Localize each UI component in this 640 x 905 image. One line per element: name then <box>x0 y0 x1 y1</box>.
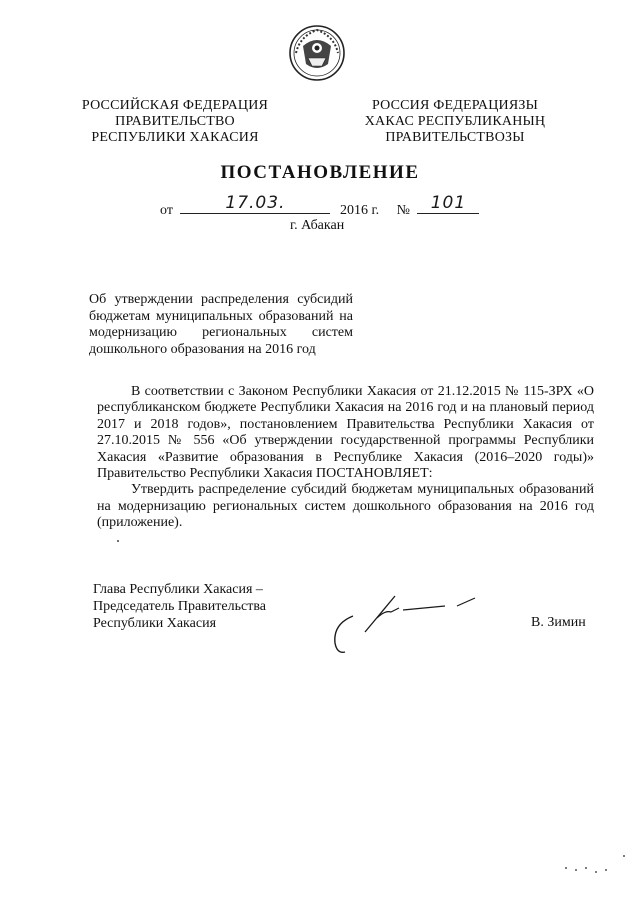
document-title: ПОСТАНОВЛЕНИЕ <box>220 162 420 183</box>
header-right-line: ПРАВИТЕЛЬСТВОЗЫ <box>385 130 525 145</box>
header-right-line: РОССИЯ ФЕДЕРАЦИЯЗЫ <box>371 98 539 113</box>
header-left-line: РОССИЙСКАЯ ФЕДЕРАЦИЯ <box>81 98 269 113</box>
number-field <box>417 193 479 214</box>
handwritten-signature-icon <box>325 588 490 658</box>
date-field <box>180 193 330 214</box>
body-paragraph: В соответствии с Законом Республики Хакасия от 21.12.2015 № 115-ЗРХ «О республиканском бюджете Республики Хакасия на 2016 год и на плановый период 2017 и 2018 годов», постановлением Правительства Республики Хакасия от 27.10.2015 № 556 «Об утверждении государственной программы Республики Хакасия «Развитие образования в Республике Хакасия (2016–2020 годы)» Правительство Республики Хакасия ПОСТАНОВЛЯЕТ: <box>97 384 594 482</box>
subject-word: региональных <box>202 325 287 340</box>
subject-line: Об утверждении распределения субсидий <box>89 292 353 307</box>
body-text <box>97 384 594 532</box>
from-label: от <box>160 203 173 218</box>
signatory-line: Председатель Правительства <box>93 599 266 614</box>
subject-line: бюджетам муниципальных образований на <box>89 308 353 324</box>
header-right <box>355 98 555 146</box>
number-label: № <box>396 203 410 218</box>
scan-artifact <box>560 850 630 880</box>
handwritten-number: 101 <box>430 193 467 213</box>
subject-line: дошкольного образования на 2016 год <box>89 341 316 357</box>
stray-mark <box>117 540 119 542</box>
signatory-line: Республики Хакасия <box>93 616 217 631</box>
subject-block <box>89 292 353 358</box>
date-number-line <box>160 193 479 219</box>
subject-line <box>89 325 353 342</box>
header-left-line: РЕСПУБЛИКИ ХАКАСИЯ <box>91 130 259 145</box>
year-label: 2016 г. <box>339 203 380 218</box>
body-paragraph: Утвердить распределение субсидий бюджетам муниципальных образований на модернизацию региональных систем дошкольного образования на 2016 год (приложение). <box>97 482 594 531</box>
signatory-name: В. Зимин <box>531 615 586 630</box>
signatory-line: Глава Республики Хакасия – <box>93 582 263 597</box>
city-label: г. Абакан <box>290 218 345 233</box>
header-right-line: ХАКАС РЕСПУБЛИКАНЫҢ <box>364 114 546 129</box>
subject-word: систем <box>311 325 353 340</box>
signatory-title <box>93 581 266 632</box>
header-left <box>75 98 275 146</box>
handwritten-date: 17.03. <box>225 193 286 213</box>
coat-of-arms-emblem-icon <box>288 24 346 82</box>
subject-word: модернизацию <box>89 325 177 340</box>
header-left-line: ПРАВИТЕЛЬСТВО <box>115 114 235 129</box>
